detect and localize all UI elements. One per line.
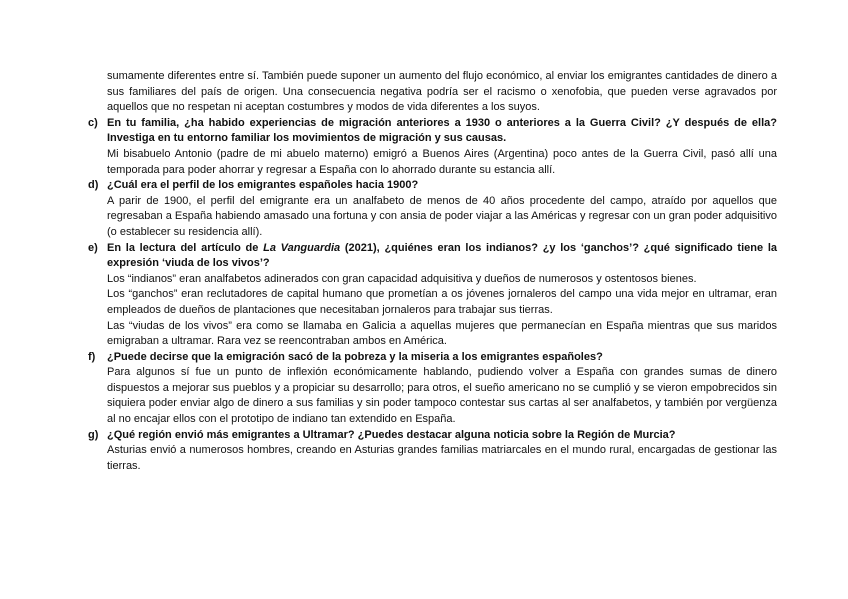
question-text: En tu familia, ¿ha habido experiencias de migración anteriores a 1930 o anteriores a la Guerra Civil? ¿Y después de ella? Investiga en tu entorno familiar los movimientos de migración y sus causas. bbox=[107, 116, 777, 145]
item-marker: g) bbox=[88, 428, 99, 441]
question-item-d bbox=[88, 178, 777, 240]
question-text-start: En la lectura del artículo de bbox=[107, 241, 264, 254]
answer-indianos: Los “indianos” eran analfabetos adinerados con gran capacidad adquisitiva y dueños de numerosos y ostentosos bienes. bbox=[107, 272, 697, 285]
question-item-g bbox=[88, 428, 777, 475]
item-marker: e) bbox=[88, 241, 98, 254]
question-text: ¿Cuál era el perfil de los emigrantes españoles hacia 1900? bbox=[107, 179, 419, 192]
item-marker: c) bbox=[88, 116, 98, 129]
answer-text: Asturias envió a numerosos hombres, creando en Asturias grandes familias matriarcales en el mundo rural, encargadas de gestionar las tierras. bbox=[107, 444, 777, 472]
answer-viudas: Las “viudas de los vivos” era como se llamaba en Galicia a aquellas mujeres que permanecían en España mientras que sus maridos emigraban a ultramar. Rara vez se reencontraban ambos en América. bbox=[107, 319, 777, 348]
intro-paragraph: sumamente diferentes entre sí. También puede suponer un aumento del flujo económico, al enviar los emigrantes cantidades de dinero a sus familiares del país de origen. Una consecuencia negativa podría ser el racismo o xenofobia, que pueden verse agravados por aquellos que no respetan ni aceptan costumbres y modos de vida diferentes a los suyos. bbox=[107, 70, 777, 114]
question-text: ¿Qué región envió más emigrantes a Ultramar? ¿Puedes destacar alguna noticia sobre la Región de Murcia? bbox=[107, 428, 676, 441]
article-source-title: La Vanguardia bbox=[263, 241, 341, 254]
item-marker: f) bbox=[88, 350, 96, 363]
question-item-e bbox=[88, 241, 777, 350]
answer-ganchos: Los “ganchos” eran reclutadores de capital humano que prometían a os jóvenes jornaleros del campo una vida mejor en ultramar, eran empleados de dueños de plantaciones que necesitaban jornaleros para trabajar sus tierras. bbox=[107, 288, 777, 316]
question-item-f bbox=[88, 350, 777, 428]
question-text-end: (2021), ¿quiénes eran los indianos? ¿y los ‘ganchos’? ¿qué significado tiene la expresión ‘viuda de los vivos’? bbox=[107, 241, 777, 270]
answer-text: Para algunos sí fue un punto de inflexión económicamente hablando, pudiendo volver a España con grandes sumas de dinero dispuestos a mejorar sus pueblos y a propiciar su desarrollo; para otros, el sueño americano no se cumplió y se vieron empobrecidos sin siquiera poder enviar algo de dinero a sus familias y sin poder tampoco contestar sus cartas al ser analfabetos, y también por vergüenza al no encajar ellos con el prototipo de indiano tan extendido en España. bbox=[107, 366, 777, 426]
document-body bbox=[88, 69, 777, 474]
question-text: ¿Puede decirse que la emigración sacó de la pobreza y la miseria a los emigrantes españoles? bbox=[107, 350, 603, 363]
answer-text: A parir de 1900, el perfil del emigrante era un analfabeto de menos de 40 años procedente del campo, atraído por aquellos que regresaban a España habiendo amasado una fortuna y con ansia de poder viajar a las Américas y regresar con un gran poder adquisitivo (o establecer su residencia allí). bbox=[107, 194, 777, 238]
item-marker: d) bbox=[88, 179, 99, 192]
question-text bbox=[107, 241, 777, 272]
question-item-c bbox=[88, 116, 777, 178]
answer-text: Mi bisabuelo Antonio (padre de mi abuelo materno) emigró a Buenos Aires (Argentina) poco antes de la Guerra Civil, pasó allí una temporada para poder ahorrar y regresar a España con lo ahorrado durante su estancia allí. bbox=[107, 147, 777, 176]
